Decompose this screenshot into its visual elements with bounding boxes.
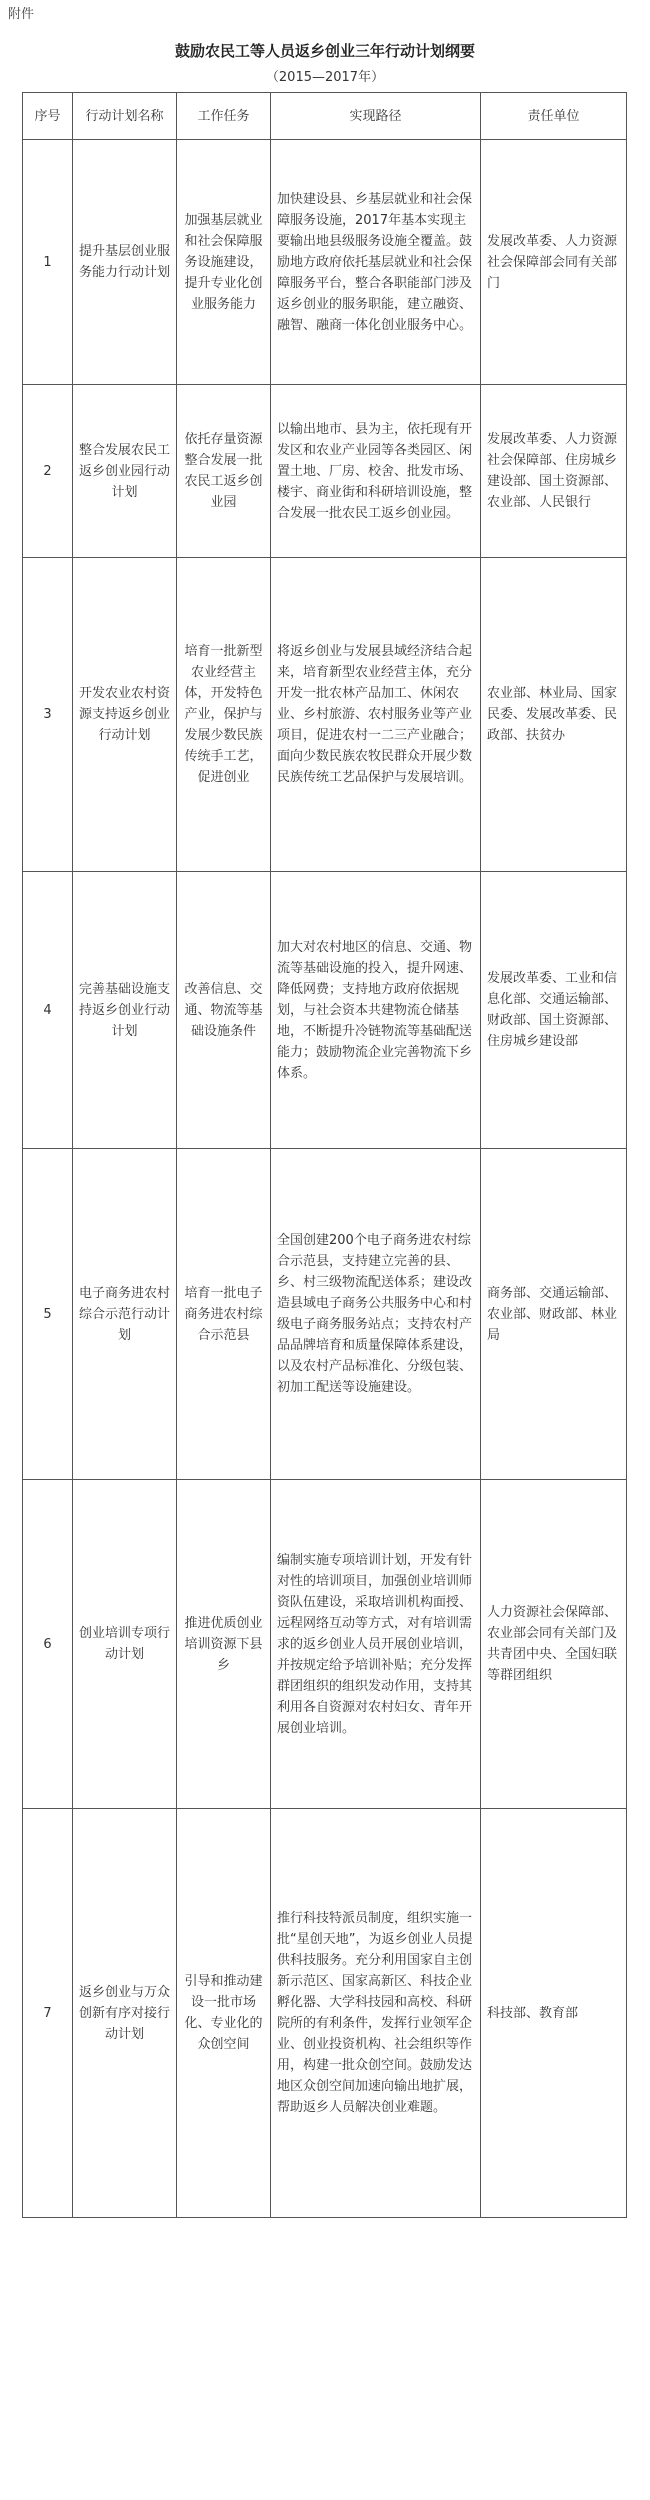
header-unit: 责任单位: [481, 93, 627, 140]
implementation-path: 以输出地市、县为主，依托现有开发区和农业产业园等各类园区、闲置土地、厂房、校舍、批发市场、楼宇、商业街和科研培训设施，整合发展一批农民工返乡创业园。: [271, 385, 481, 558]
row-number: 4: [23, 872, 73, 1149]
plan-name: 提升基层创业服务能力行动计划: [73, 140, 177, 385]
header-no: 序号: [23, 93, 73, 140]
table-row: [23, 1149, 627, 1480]
table-row: [23, 1809, 627, 2218]
implementation-path: 推行科技特派员制度，组织实施一批“星创天地”，为返乡创业人员提供科技服务。充分利用国家自主创新示范区、国家高新区、科技企业孵化器、大学科技园和高校、科研院所的有利条件，发挥行业领军企业、创业投资机构、社会组织等作用，构建一批众创空间。鼓励发达地区众创空间加速向输出地扩展，帮助返乡人员解决创业难题。: [271, 1809, 481, 2218]
implementation-path: 全国创建200个电子商务进农村综合示范县，支持建立完善的县、乡、村三级物流配送体系；建设改造县域电子商务公共服务中心和村级电子商务服务站点；支持农村产品品牌培育和质量保障体系建设，以及农村产品标准化、分级包装、初加工配送等设施建设。: [271, 1149, 481, 1480]
plan-name: 创业培训专项行动计划: [73, 1480, 177, 1809]
plan-name: 电子商务进农村综合示范行动计划: [73, 1149, 177, 1480]
table-row: [23, 140, 627, 385]
work-task: 引导和推动建设一批市场化、专业化的众创空间: [177, 1809, 271, 2218]
responsible-unit: 发展改革委、工业和信息化部、交通运输部、财政部、国土资源部、住房城乡建设部: [481, 872, 627, 1149]
header-path: 实现路径: [271, 93, 481, 140]
row-number: 6: [23, 1480, 73, 1809]
responsible-unit: 商务部、交通运输部、农业部、财政部、林业局: [481, 1149, 627, 1480]
plan-name: 返乡创业与万众创新有序对接行动计划: [73, 1809, 177, 2218]
row-number: 7: [23, 1809, 73, 2218]
plan-name: 完善基础设施支持返乡创业行动计划: [73, 872, 177, 1149]
row-number: 3: [23, 558, 73, 872]
work-task: 培育一批电子商务进农村综合示范县: [177, 1149, 271, 1480]
implementation-path: 将返乡创业与发展县域经济结合起来，培育新型农业经营主体，充分开发一批农林产品加工、休闲农业、乡村旅游、农村服务业等产业项目，促进农村一二三产业融合；面向少数民族农牧民群众开展少数民族传统工艺品保护与发展培训。: [271, 558, 481, 872]
work-task: 加强基层就业和社会保障服务设施建设，提升专业化创业服务能力: [177, 140, 271, 385]
work-task: 依托存量资源整合发展一批农民工返乡创业园: [177, 385, 271, 558]
work-task: 改善信息、交通、物流等基础设施条件: [177, 872, 271, 1149]
header-name: 行动计划名称: [73, 93, 177, 140]
row-number: 2: [23, 385, 73, 558]
implementation-path: 加大对农村地区的信息、交通、物流等基础设施的投入，提升网速、降低网费；支持地方政府依据规划，与社会资本共建物流仓储基地，不断提升冷链物流等基础配送能力；鼓励物流企业完善物流下乡体系。: [271, 872, 481, 1149]
responsible-unit: 科技部、教育部: [481, 1809, 627, 2218]
implementation-path: 加快建设县、乡基层就业和社会保障服务设施，2017年基本实现主要输出地县级服务设施全覆盖。鼓励地方政府依托基层就业和社会保障服务平台，整合各职能部门涉及返乡创业的服务职能，建立融资、融智、融商一体化创业服务中心。: [271, 140, 481, 385]
work-task: 推进优质创业培训资源下县乡: [177, 1480, 271, 1809]
table-row: [23, 385, 627, 558]
document-subtitle: （2015—2017年）: [265, 70, 385, 85]
plan-name: 整合发展农民工返乡创业园行动计划: [73, 385, 177, 558]
attachment-label: 附件: [8, 7, 35, 22]
row-number: 1: [23, 140, 73, 385]
work-task: 培育一批新型农业经营主体，开发特色产业，保护与发展少数民族传统手工艺，促进创业: [177, 558, 271, 872]
action-plan-table: [22, 92, 627, 2218]
implementation-path: 编制实施专项培训计划，开发有针对性的培训项目，加强创业培训师资队伍建设，采取培训机构面授、远程网络互动等方式，对有培训需求的返乡创业人员开展创业培训，并按规定给予培训补贴；充分发挥群团组织的组织发动作用，支持其利用各自资源对农村妇女、青年开展创业培训。: [271, 1480, 481, 1809]
table-row: [23, 1480, 627, 1809]
responsible-unit: 农业部、林业局、国家民委、发展改革委、民政部、扶贫办: [481, 558, 627, 872]
table-row: [23, 872, 627, 1149]
row-number: 5: [23, 1149, 73, 1480]
plan-name: 开发农业农村资源支持返乡创业行动计划: [73, 558, 177, 872]
table-row: [23, 558, 627, 872]
responsible-unit: 发展改革委、人力资源社会保障部、住房城乡建设部、国土资源部、农业部、人民银行: [481, 385, 627, 558]
table-header-row: [23, 93, 627, 140]
header-task: 工作任务: [177, 93, 271, 140]
responsible-unit: 发展改革委、人力资源社会保障部会同有关部门: [481, 140, 627, 385]
document-title: 鼓励农民工等人员返乡创业三年行动计划纲要: [174, 42, 475, 60]
responsible-unit: 人力资源社会保障部、农业部会同有关部门及共青团中央、全国妇联等群团组织: [481, 1480, 627, 1809]
